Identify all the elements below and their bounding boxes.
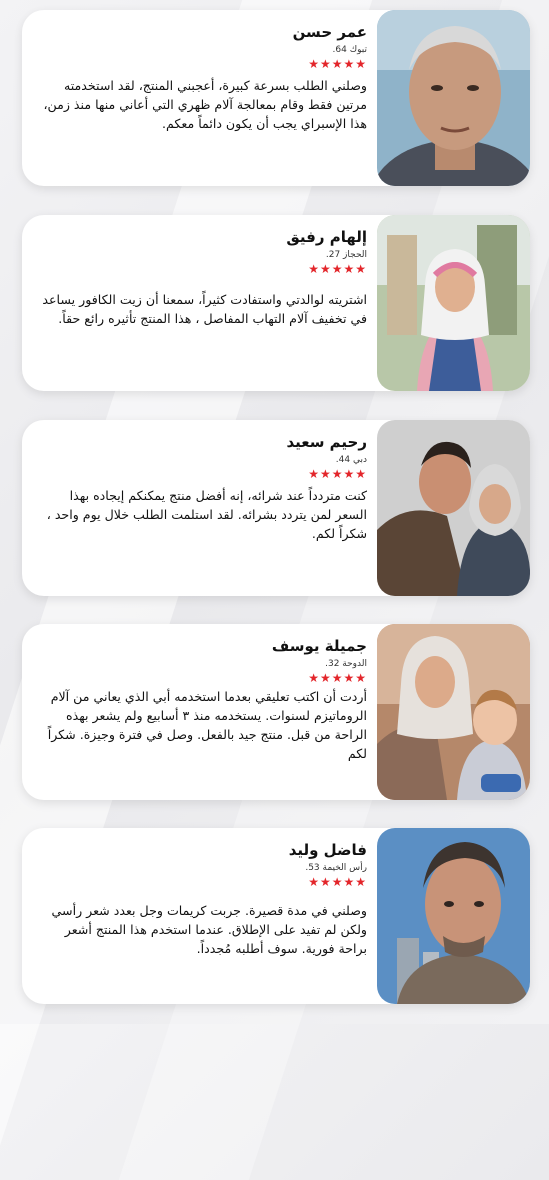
review-text: اشتريته لوالدتي واستفادت كثيراً، سمعنا أن زيت الكافور يساعد في تخفيف آلام التهاب المفاصل ، هذا المنتج تأثيره رائع حقاً. [42,292,367,326]
review-card [22,624,530,800]
reviewer-location-age: الدوحة 32. [325,659,367,669]
reviewer-photo [377,624,530,800]
star-rating: ★★★★★ [308,671,367,685]
reviewer-photo [377,10,530,186]
star-rating: ★★★★★ [308,262,367,276]
review-card [22,215,530,391]
reviewer-photo [377,420,530,596]
review-text: كنت متردداً عند شرائه، إنه أفضل منتج يمكنكم إيجاده بهذا السعر لمن يتردد بشرائه. لقد استلمت الطلب خلال يوم واحد ، شكراً لكم. [46,488,367,541]
reviewer-name: رحيم سعيد [286,433,367,451]
reviewer-location-age: رأس الخيمة 53. [305,863,367,873]
star-rating: ★★★★★ [308,57,367,71]
reviewer-name: عمر حسن [292,23,367,41]
review-text: وصلني في مدة قصيرة. جربت كريمات وجل بعدد شعر رأسي ولكن لم تفيد على الإطلاق. عندما استخدم هذا المنتج أشعر براحة فورية. سوف أطلبه مُجدداً. [51,903,367,956]
reviewer-location-age: الحجاز 27. [325,250,367,260]
reviewer-name: جميلة يوسف [271,637,367,655]
review-text: أردت أن اكتب تعليقي بعدما استخدمه أبي الذي يعاني من آلام الروماتيزم لسنوات. يستخدمه منذ ٣ أسابيع ولم يشعر بهذه الراحة من قبل. منتج جيد بالفعل. وصل في فترة وجيزة. شكراً لكم [47,689,367,761]
review-card [22,10,530,186]
reviewer-location-age: تبوك 64. [332,45,367,55]
review-card [22,420,530,596]
reviewer-photo [377,828,530,1004]
reviewer-photo [377,215,530,391]
star-rating: ★★★★★ [308,467,367,481]
review-text: وصلني الطلب بسرعة كبيرة، أعجبني المنتج، لقد استخدمته مرتين فقط وقام بمعالجة آلام ظهري التي أعاني منها منذ زمن، هذا الإسبراي يجب أن يكون دائماً معكم. [43,78,367,131]
reviewer-name: إلهام رفيق [286,228,367,246]
review-card [22,828,530,1004]
reviewer-location-age: دبي 44. [335,455,367,465]
reviewer-name: فاضل وليد [288,841,367,859]
star-rating: ★★★★★ [308,875,367,889]
